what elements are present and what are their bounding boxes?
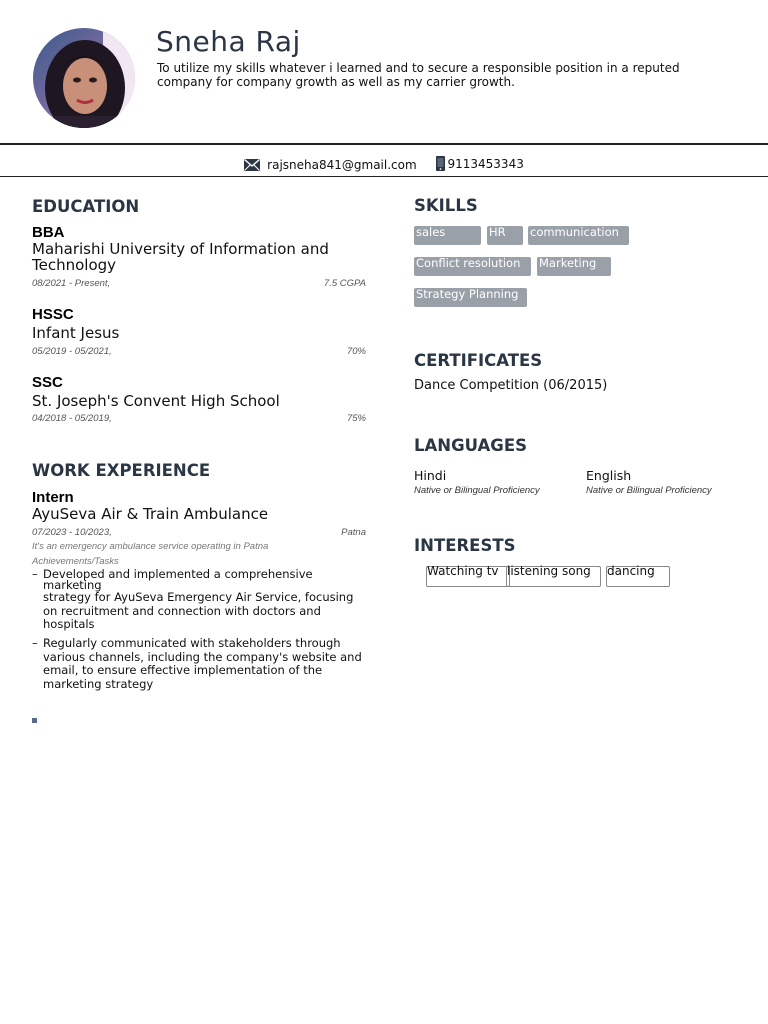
envelope-icon [244,159,260,171]
end-marker [32,718,37,723]
skill-tag: Conflict resolution [414,257,531,276]
skills-heading: SKILLS [414,196,478,215]
education-degree: HSSC [32,306,74,323]
skill-tag: communication [528,226,629,245]
profile-photo-image [33,28,135,128]
divider-bottom [0,176,768,177]
work-description: It's an emergency ambulance service operating in Patna [32,541,269,552]
education-institution: St. Joseph's Convent High School [32,392,280,410]
bullet-line: Developed and implemented a comprehensive [43,567,313,581]
profile-photo [33,28,135,128]
education-score: 7.5 CGPA [323,278,366,289]
candidate-name: Sneha Raj [156,25,301,58]
interest-tag: listening song [506,566,601,587]
work-role: Intern [32,489,74,506]
interests-heading: INTERESTS [414,536,516,555]
language-name: English [586,468,632,483]
contact-bar [0,156,768,174]
education-heading: EDUCATION [32,197,140,216]
work-company: AyuSeva Air & Train Ambulance [32,505,269,523]
bullet-text: Regularly communicated with stakeholders through various channels, including the company's website and email, to ensure effective implementation of the marketing strategy [43,636,362,691]
work-location: Patna [341,527,366,538]
certificate-item: Dance Competition (06/2015) [414,378,608,393]
bullet-marker: – [32,636,38,650]
language-proficiency: Native or Bilingual Proficiency [586,485,712,496]
email-text: rajsneha841@gmail.com [267,158,417,172]
career-objective: To utilize my skills whatever i learned and to secure a responsible position in a reputed company for company growth as well as my carrier growth. [157,61,680,89]
contact-phone[interactable] [436,156,523,171]
interest-tag: dancing [606,566,670,587]
skill-tag: Marketing [537,257,611,276]
divider-top [0,143,768,145]
work-tasks-label: Achievements/Tasks [32,556,119,567]
contact-email[interactable] [244,158,417,172]
work-dates: 07/2023 - 10/2023, [32,527,112,538]
education-institution: Maharishi University of Information and Technology [32,240,329,274]
education-score: 75% [346,413,366,424]
work-experience-heading: WORK EXPERIENCE [32,461,211,480]
education-dates: 04/2018 - 05/2019, [32,413,112,424]
phone-text: 9113453343 [447,156,524,171]
phone-icon [436,156,445,171]
language-proficiency: Native or Bilingual Proficiency [414,485,540,496]
skill-tag: sales [414,226,481,245]
language-name: Hindi [414,468,447,483]
languages-heading: LANGUAGES [414,436,527,455]
education-dates: 08/2021 - Present, [32,278,111,289]
work-bullet [32,636,368,691]
bullet-text: strategy for AyuSeva Emergency Air Service, focusing on recruitment and connection with doctors and hospitals [43,590,354,631]
education-score: 70% [346,346,366,357]
education-institution: Infant Jesus [32,324,120,342]
education-degree: BBA [32,224,65,241]
bullet-line: marketing [43,578,102,592]
skill-tag: Strategy Planning [414,288,527,307]
bullet-marker: – [32,567,38,581]
work-bullet [32,567,368,632]
education-degree: SSC [32,374,63,391]
education-dates: 05/2019 - 05/2021, [32,346,112,357]
skill-tag: HR [487,226,523,245]
interest-tag: Watching tv [426,566,510,587]
certificates-heading: CERTIFICATES [414,351,543,370]
